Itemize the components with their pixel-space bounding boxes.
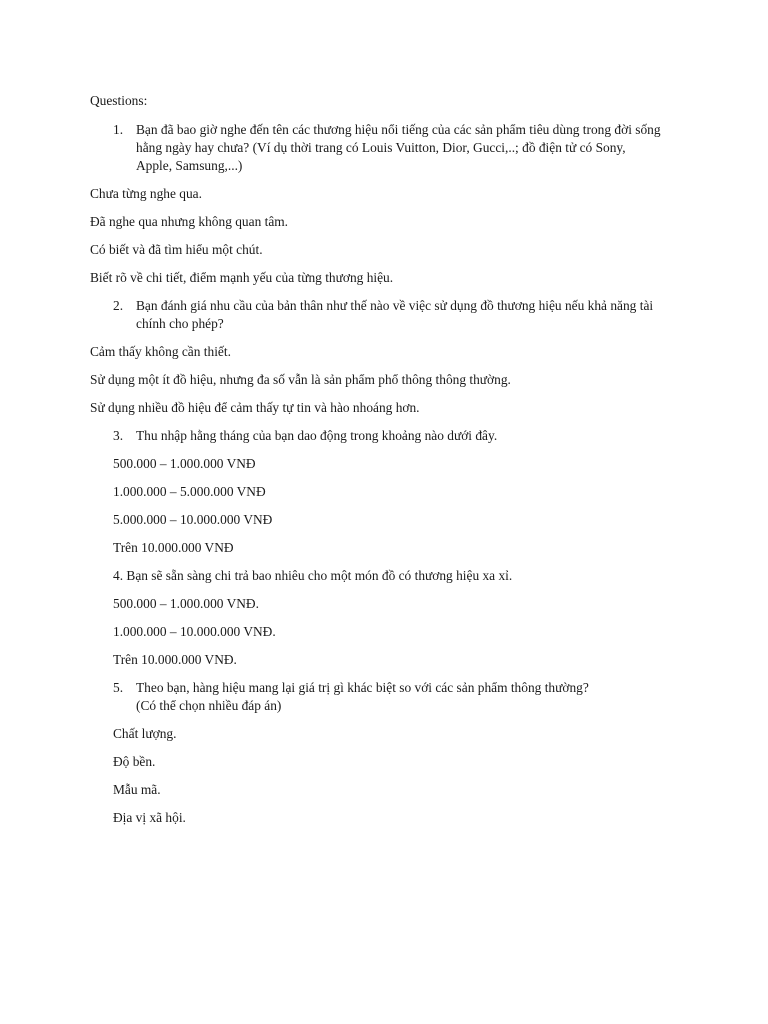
question-4-option-1: 500.000 – 1.000.000 VNĐ. [113,596,259,611]
question-5-number: 5. [113,680,124,695]
question-4-option-3: Trên 10.000.000 VNĐ. [113,652,237,667]
question-4-text: 4. Bạn sẽ sẵn sàng chi trả bao nhiêu cho một món đồ có thương hiệu xa xỉ. [113,568,513,583]
question-1-option-1: Chưa từng nghe qua. [90,186,202,201]
question-5-text-line-2: (Có thể chọn nhiều đáp án) [136,698,282,713]
question-3-text: Thu nhập hằng tháng của bạn dao động trong khoảng nào dưới đây. [136,428,498,443]
question-2-number: 2. [113,298,124,313]
question-1-option-3: Có biết và đã tìm hiểu một chút. [90,242,263,257]
question-3-option-3: 5.000.000 – 10.000.000 VNĐ [113,512,273,527]
question-2-option-2: Sử dụng một ít đồ hiệu, nhưng đa số vẫn là sản phẩm phổ thông thông thường. [90,372,511,387]
question-3-option-1: 500.000 – 1.000.000 VNĐ [113,456,256,471]
question-3-option-4: Trên 10.000.000 VNĐ [113,540,234,555]
question-5-option-2: Độ bền. [113,754,156,769]
question-5-option-1: Chất lượng. [113,726,177,741]
question-2-text-line-1: Bạn đánh giá nhu cầu của bản thân như thế nào về việc sử dụng đồ thương hiệu nếu khả năng tài [136,298,654,313]
question-1-number: 1. [113,122,124,137]
question-5-text-line-1: Theo bạn, hàng hiệu mang lại giá trị gì khác biệt so với các sản phẩm thông thường? [136,680,589,695]
document-heading: Questions: [90,93,148,108]
question-5-option-4: Địa vị xã hội. [113,810,186,825]
question-1-text-line-1: Bạn đã bao giờ nghe đến tên các thương hiệu nổi tiếng của các sản phẩm tiêu dùng trong đời sống [136,122,661,137]
question-3-option-2: 1.000.000 – 5.000.000 VNĐ [113,484,266,499]
question-3-number: 3. [113,428,124,443]
question-5-option-3: Mẫu mã. [113,782,161,797]
question-1-text-line-3: Apple, Samsung,...) [136,158,243,173]
question-4-option-2: 1.000.000 – 10.000.000 VNĐ. [113,624,276,639]
question-1-text-line-2: hằng ngày hay chưa? (Ví dụ thời trang có Louis Vuitton, Dior, Gucci,..; đồ điện tử có Sony, [136,140,626,155]
question-2-option-1: Cảm thấy không cần thiết. [90,344,231,359]
question-1-option-4: Biết rõ về chi tiết, điểm mạnh yếu của từng thương hiệu. [90,270,394,285]
question-2-option-3: Sử dụng nhiều đồ hiệu để cảm thấy tự tin và hào nhoáng hơn. [90,400,420,415]
question-2-text-line-2: chính cho phép? [136,316,224,331]
question-1-option-2: Đã nghe qua nhưng không quan tâm. [90,214,289,229]
